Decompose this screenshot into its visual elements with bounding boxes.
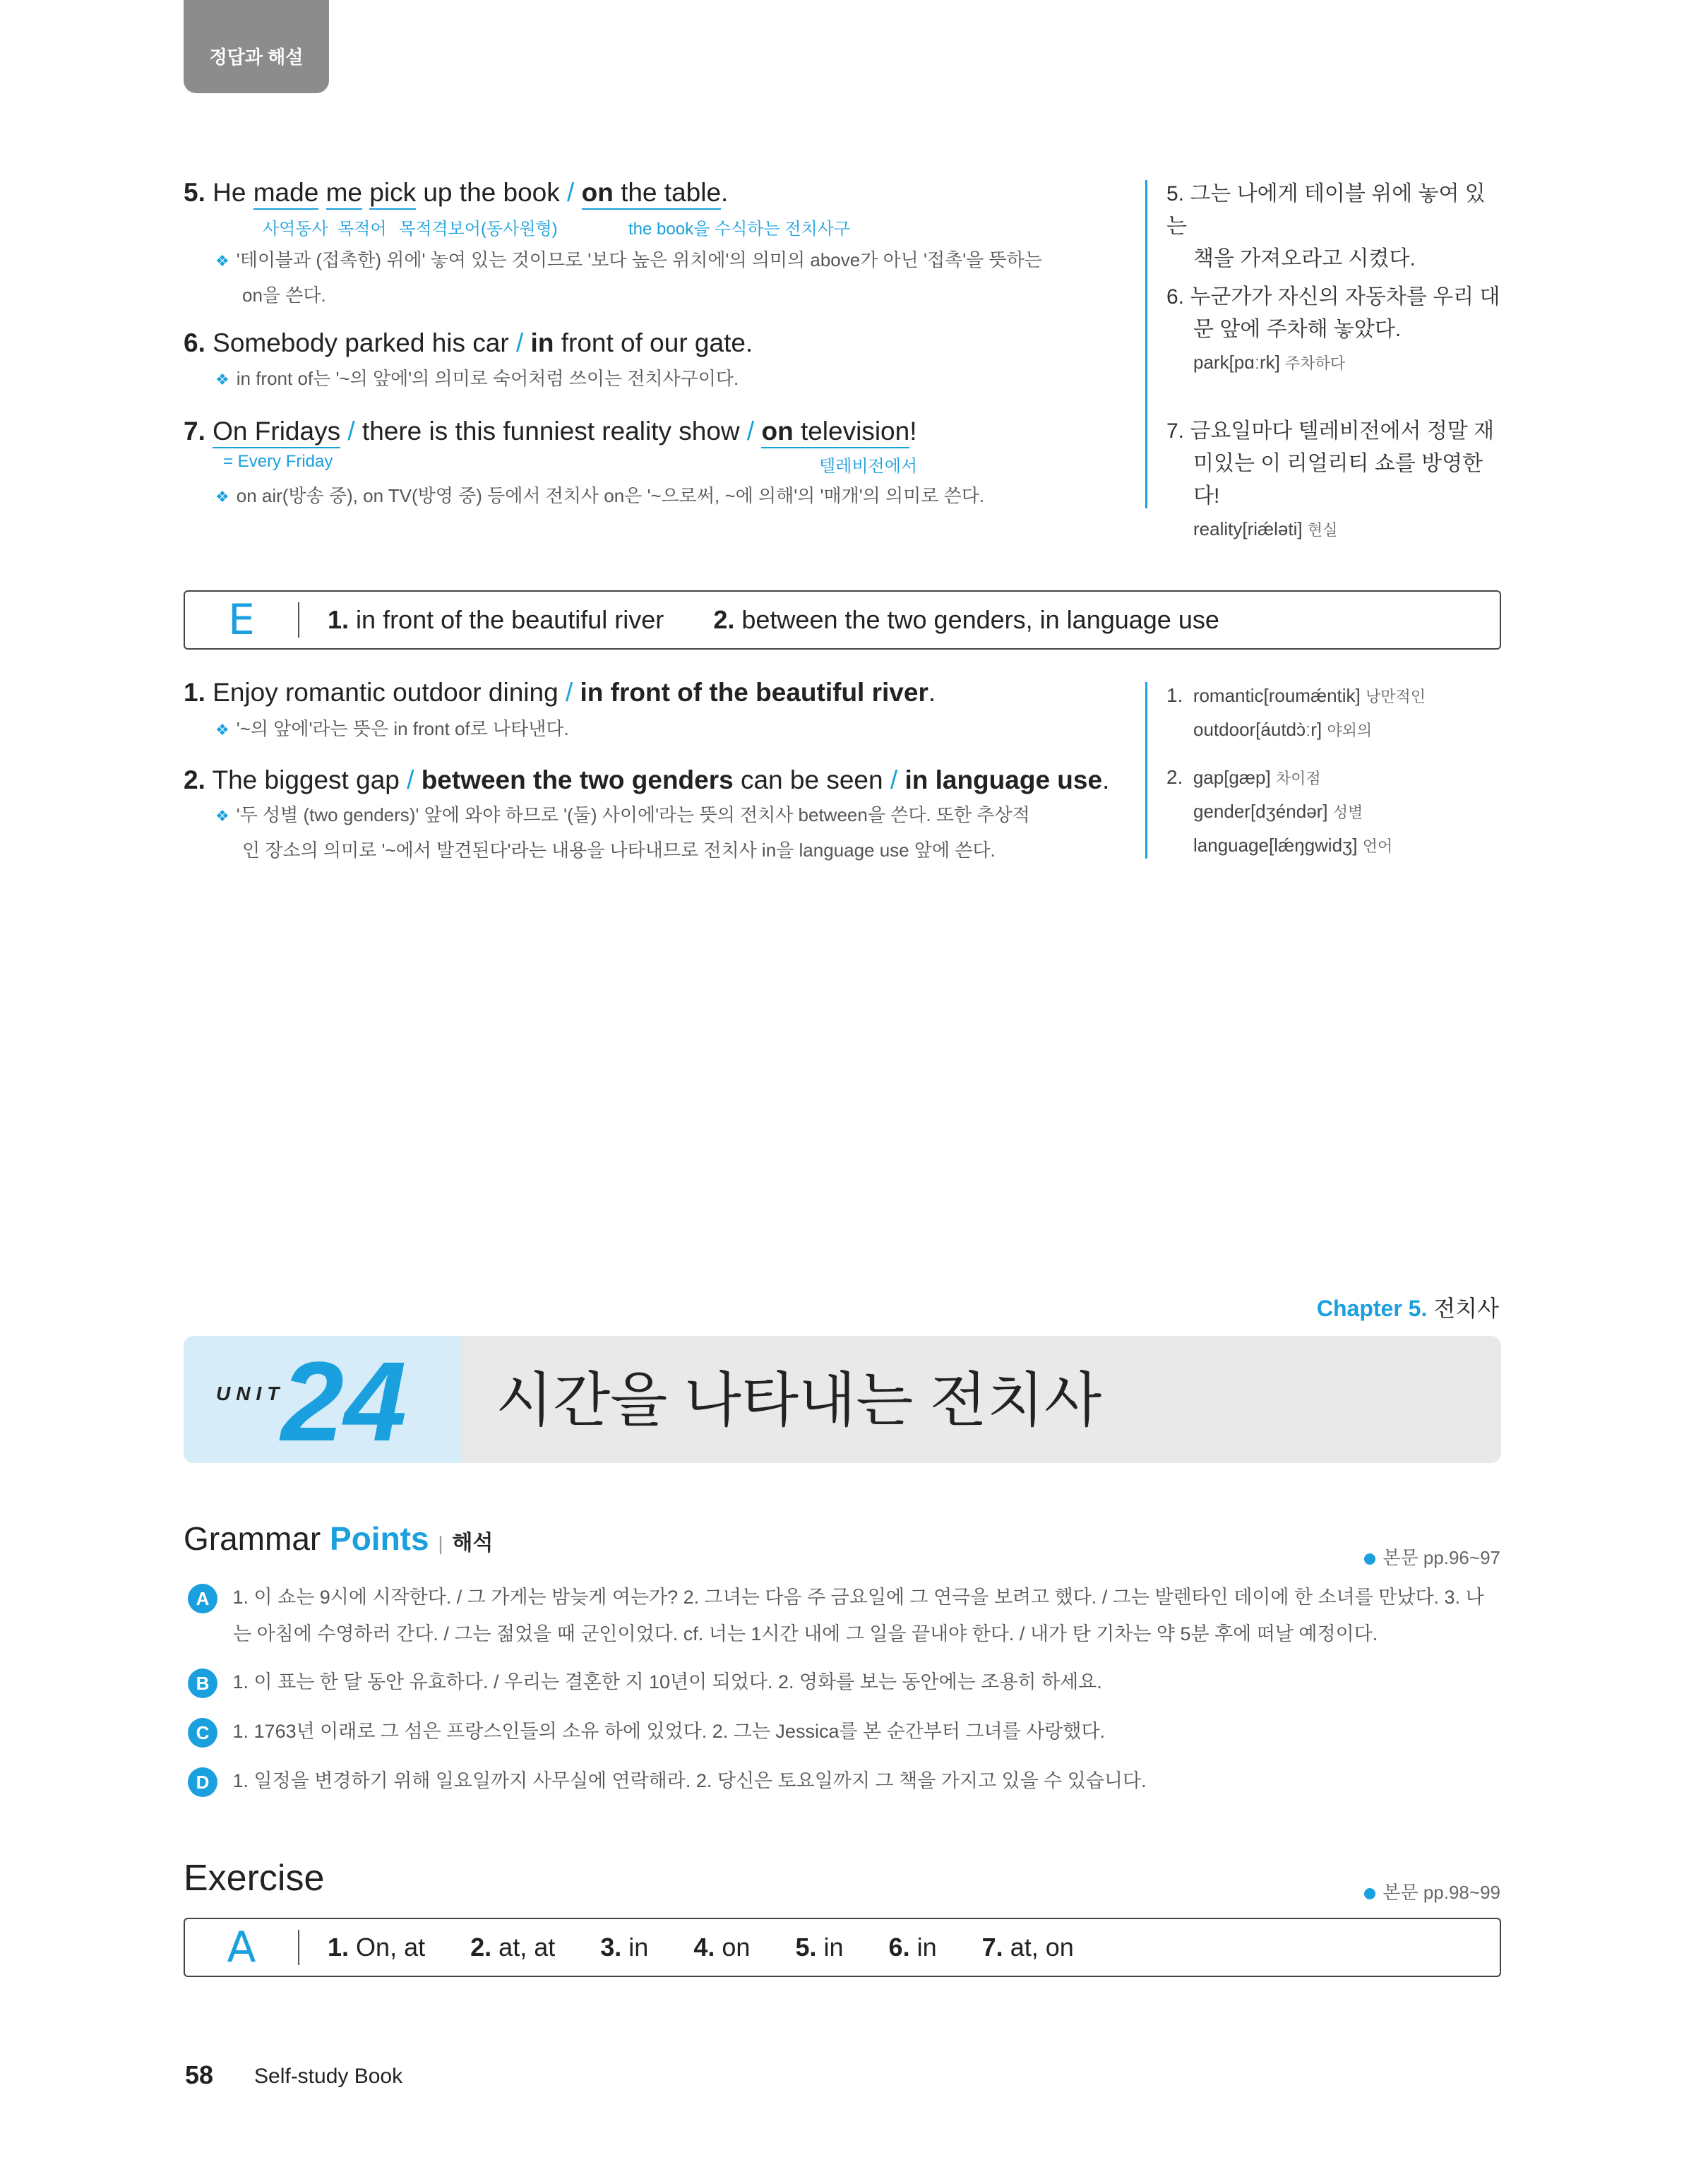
word: there is this funniest reality show <box>362 417 740 446</box>
vocab-e1: 1. romantic[roumǽntik] 낭만적인 outdoor[áutdɔ̀ːr] 야외의 <box>1166 684 1426 740</box>
book-title: Self-study Book <box>254 2065 403 2088</box>
diamond-bullet-icon: ❖ <box>215 807 229 825</box>
word: He <box>213 178 246 207</box>
word: the table <box>621 178 722 207</box>
translation-5: 5. 그는 나에게 테이블 위에 놓여 있는 책을 가져오라고 시켰다. <box>1166 182 1486 270</box>
slash: / <box>515 328 524 357</box>
divider <box>298 1930 299 1965</box>
annotation: = Every Friday <box>223 452 333 471</box>
explanation-5: ❖ '테이블과 (접촉한) 위에' 놓여 있는 것이므로 '보다 높은 위치에'의 의미의 above가 아닌 '접촉'을 뜻하는 on을 쓴다. <box>215 249 1042 306</box>
slash: / <box>567 178 575 207</box>
word: up the book <box>423 178 560 207</box>
word: made <box>253 178 319 210</box>
grammar-row-b: B 1. 이 표는 한 달 동안 유효하다. / 우리는 결혼한 지 10년이 되었다. 2. 영화를 보는 동안에는 조용히 하세요. <box>188 1664 1505 1700</box>
grammar-points-heading: Grammar Points | 해석 <box>184 1520 494 1557</box>
section-letter: A <box>227 1923 256 1972</box>
diamond-bullet-icon: ❖ <box>215 488 229 506</box>
grammar-row-a: A 1. 이 쇼는 9시에 시작한다. / 그 가게는 밤늦게 여는가? 2. 그녀는 다음 주 금요일에 그 연극을 보려고 했다. / 그는 발렌타인 데이에 한 소녀를 만났다. 3. 나 는 아침에 수영하러 간다. / 그는 젊었을 때 군인이었다. cf. 너는 1시간 내에 그 일을 끝내야 한다. / 내가 탄 기차는 약 5분 후에 떠날 예정이다. <box>188 1579 1505 1652</box>
preposition: in <box>530 328 554 357</box>
explanation-e2: ❖ '두 성별 (two genders)' 앞에 와야 하므로 '(둘) 사이에'라는 뜻의 전치사 between을 쓴다. 또한 추상적 인 장소의 의미로 '~에서 발견된다'라는 내용을 나타내므로 전치사 in을 language use 앞에 쓴다. <box>215 804 1030 861</box>
answer-box-exercise-a <box>184 1918 1501 1977</box>
word: pick <box>369 178 416 210</box>
side-divider <box>1145 180 1147 508</box>
side-divider <box>1145 682 1147 859</box>
diamond-bullet-icon: ❖ <box>215 252 229 270</box>
item-number: 5. <box>184 178 205 207</box>
explanation-e1: ❖ '~의 앞에'라는 뜻은 in front of로 나타낸다. <box>215 718 569 739</box>
annotation: 목적어 <box>338 220 387 239</box>
slash: / <box>746 417 755 446</box>
explanation-6: ❖ in front of는 '~의 앞에'의 의미로 숙어처럼 쓰이는 전치사구이다. <box>215 368 739 389</box>
translation-6: 6. 누군가가 자신의 자동차를 우리 대 문 앞에 주차해 놓았다. park[pɑːrk] 주차하다 <box>1166 285 1500 373</box>
bullet-dot-icon <box>1364 1888 1375 1899</box>
annotation: 사역동사 <box>263 220 328 239</box>
preposition: on <box>581 178 614 207</box>
translation-7: 7. 금요일마다 텔레비전에서 정말 재 미있는 이 리얼리티 쇼를 방영한다! reality[riǽləti] 현실 <box>1166 419 1495 539</box>
answer-box-e <box>184 590 1501 650</box>
explanation-7: ❖ on air(방송 중), on TV(방영 중) 등에서 전치사 on은 '~으로써, ~에 의해'의 '매개'의 의미로 쓴다. <box>215 485 985 506</box>
sentence-e2: 2. The biggest gap / between the two genders can be seen / in language use. <box>184 765 1110 794</box>
unit-title: 시간을 나타내는 전치사 <box>496 1367 1102 1433</box>
exercise-heading: Exercise <box>184 1858 325 1899</box>
annotation: the book을 수식하는 전치사구 <box>628 220 851 239</box>
letter-badge: A <box>188 1584 217 1613</box>
punct: . <box>721 178 729 207</box>
item-number: 6. <box>184 328 205 357</box>
sentence-5 <box>184 178 728 208</box>
item-number: 7. <box>184 417 205 446</box>
word: front of our gate. <box>561 328 753 357</box>
page-reference: 본문 pp.98~99 <box>1364 1878 1500 1904</box>
sentence-e1: 1. Enjoy romantic outdoor dining / in front of the beautiful river. <box>184 678 936 707</box>
section-tab: 정답과 해설 <box>184 0 329 93</box>
unit-word: UNIT <box>216 1383 285 1404</box>
letter-badge: B <box>188 1668 217 1698</box>
grammar-row-d: D 1. 일정을 변경하기 위해 일요일까지 사무실에 연락해라. 2. 당신은 토요일까지 그 책을 가지고 있을 수 있습니다. <box>188 1762 1505 1799</box>
page-number: 58 <box>185 2060 214 2089</box>
letter-badge: C <box>188 1718 217 1748</box>
diamond-bullet-icon: ❖ <box>215 721 229 739</box>
page-reference: 본문 pp.96~97 <box>1364 1544 1500 1570</box>
word: me <box>326 178 362 210</box>
section-letter: E <box>228 595 255 645</box>
sentence-6 <box>184 328 753 358</box>
divider <box>298 602 299 638</box>
letter-badge: D <box>188 1767 217 1797</box>
sentence-7 <box>184 417 917 446</box>
punct: ! <box>909 417 917 446</box>
word: On Fridays <box>213 417 340 448</box>
annotation: 텔레비전에서 <box>819 457 918 476</box>
word: television <box>800 417 910 446</box>
bullet-dot-icon <box>1364 1553 1375 1565</box>
word: Somebody parked his car <box>213 328 509 357</box>
slash: / <box>347 417 355 446</box>
preposition: on <box>761 417 794 446</box>
diamond-bullet-icon: ❖ <box>215 371 229 388</box>
answers: 1. On, at 2. at, at 3. in 4. on 5. in 6. in 7. at, on <box>328 1933 1074 1962</box>
answers: 1. in front of the beautiful river 2. between the two genders, in language use <box>328 605 1219 634</box>
vocab-e2: 2. gap[gæp] 차이점 gender[dʒéndər] 성별 language[lǽŋgwidʒ] 언어 <box>1166 766 1393 856</box>
chapter-label: Chapter 5. 전치사 <box>1316 1296 1499 1321</box>
annotation: 목적격보어(동사원형) <box>399 220 558 239</box>
grammar-row-c: C 1. 1763년 이래로 그 섬은 프랑스인들의 소유 하에 있었다. 2. 그는 Jessica를 본 순간부터 그녀를 사랑했다. <box>188 1713 1505 1750</box>
unit-number: 24 <box>281 1338 407 1464</box>
